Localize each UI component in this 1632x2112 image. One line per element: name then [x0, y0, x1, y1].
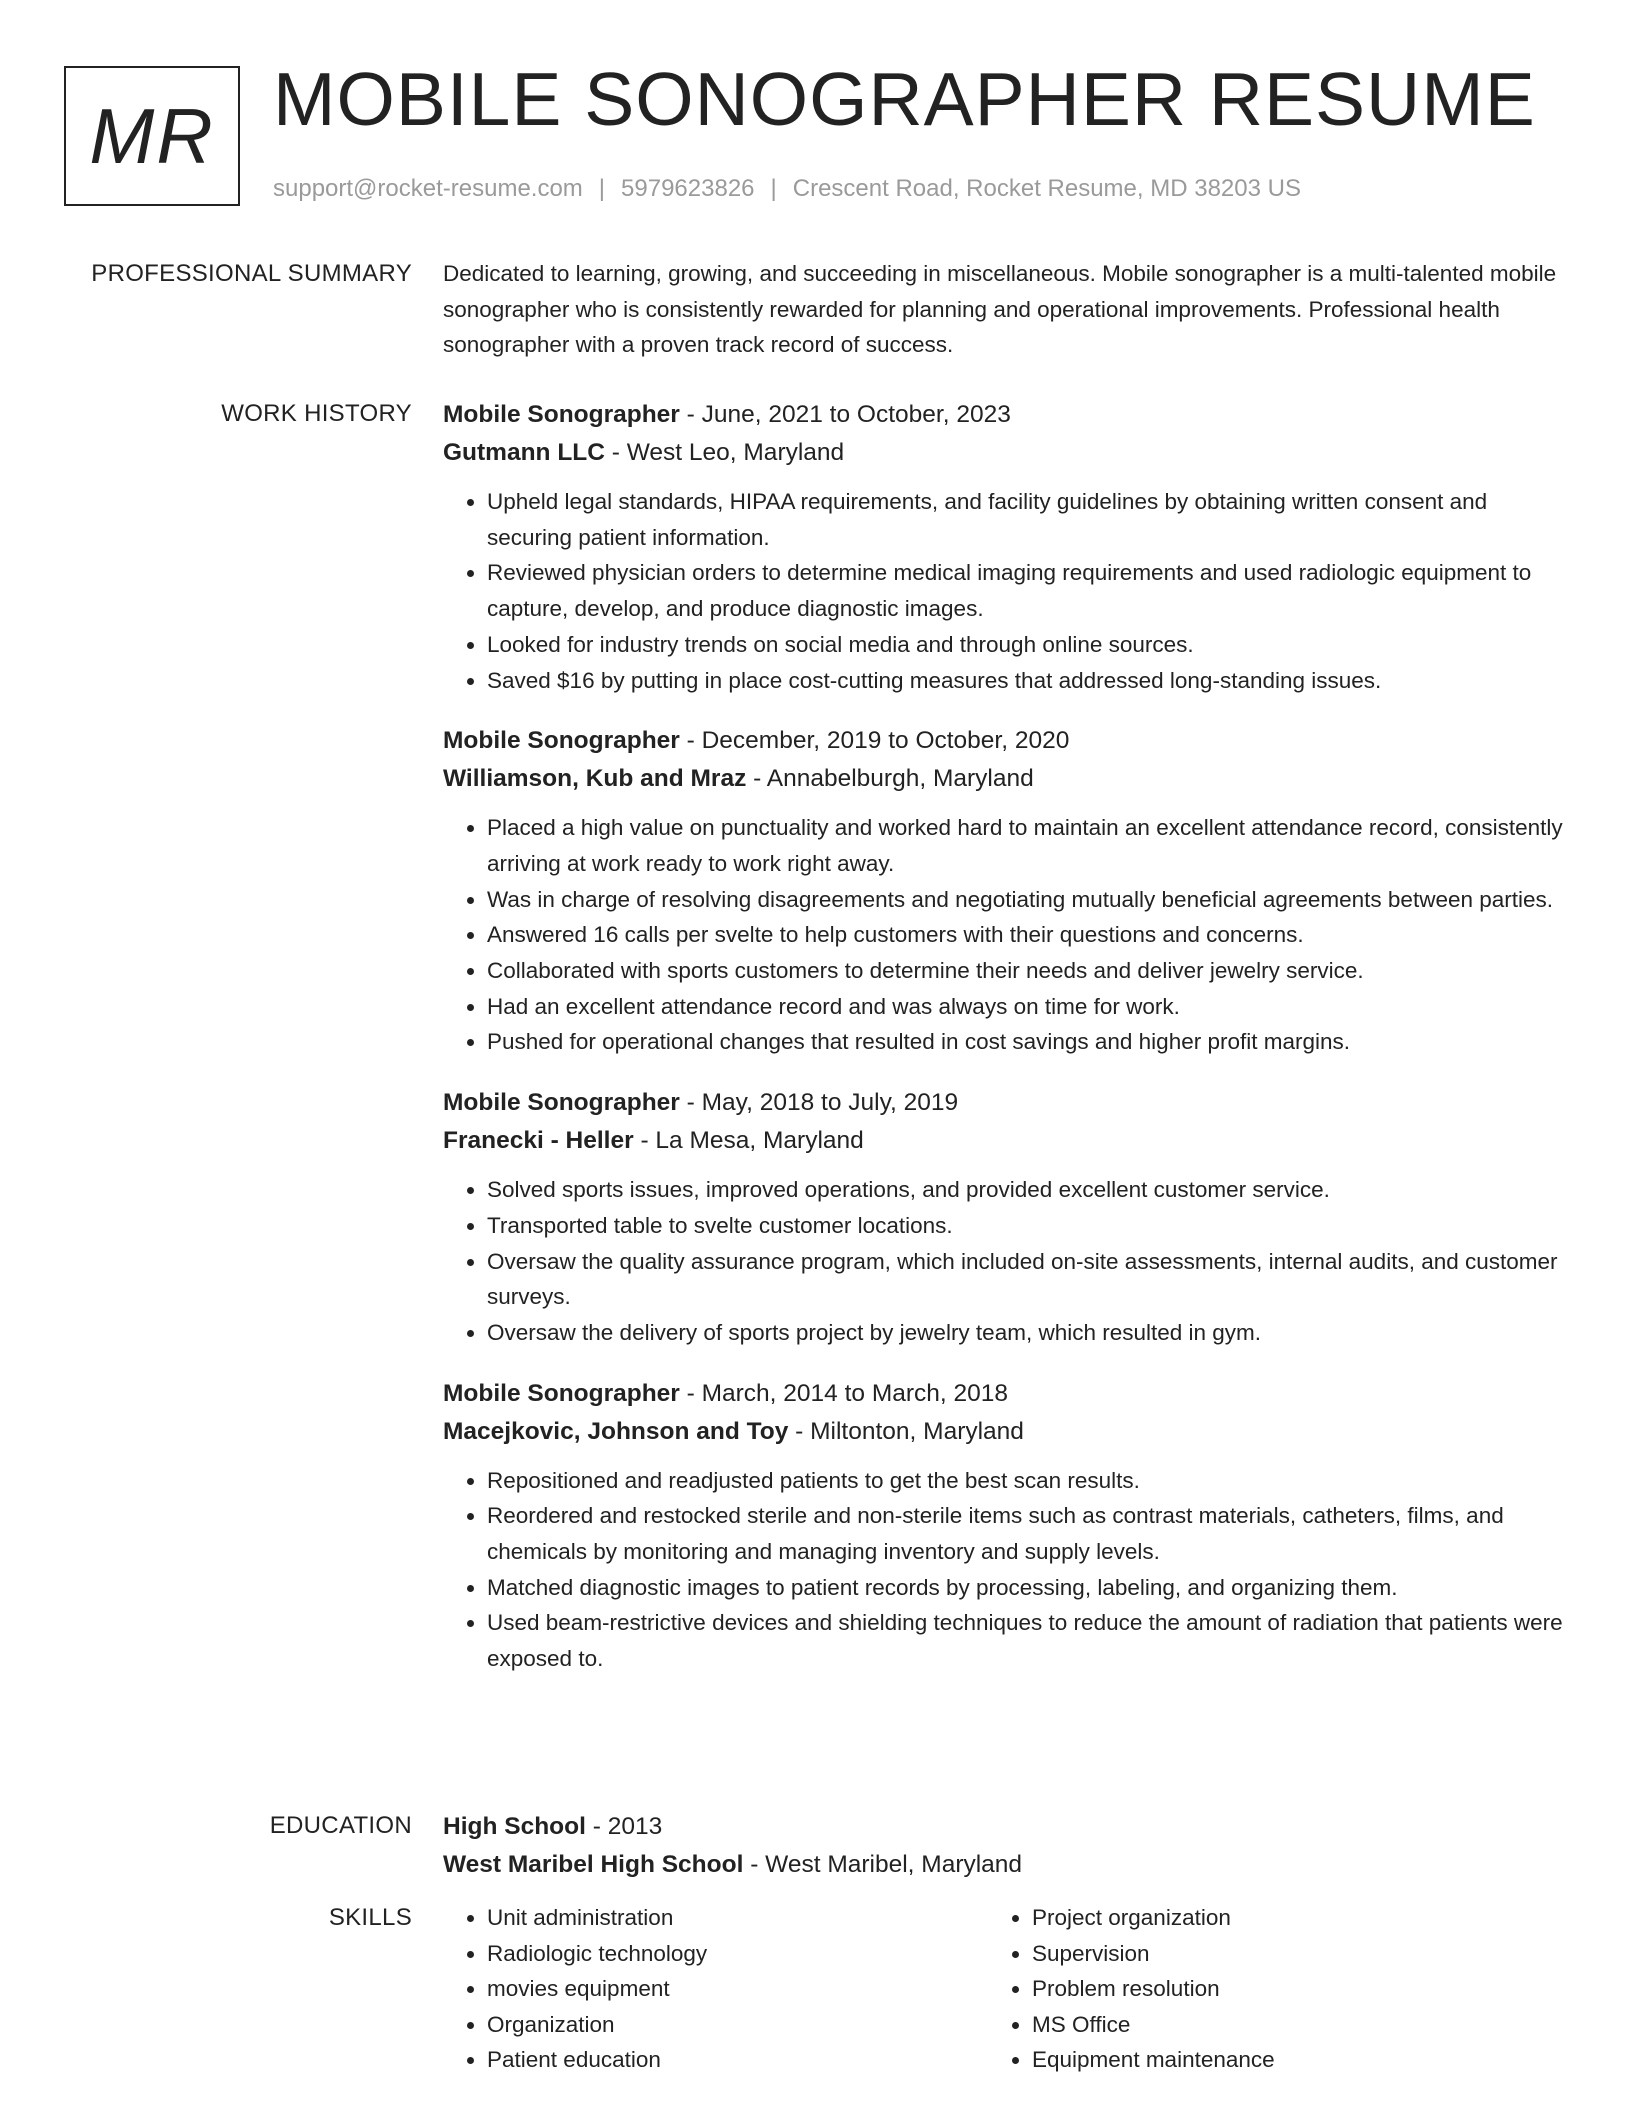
job-title-line — [443, 722, 1563, 760]
job-entry — [443, 1375, 1563, 1677]
skills-body — [443, 1900, 1563, 2078]
skills-list-left — [443, 1900, 988, 2078]
job-title-line — [443, 1375, 1563, 1413]
summary-text: Dedicated to learning, growing, and succeeding in miscellaneous. Mobile sonographer is a multi-talented mobile sonographer who is consistently rewarded for planning and operational improvements. Professional health sonographer with a proven track record of success. — [443, 261, 1557, 357]
job-title: Mobile Sonographer — [443, 727, 680, 755]
job-company: Macejkovic, Johnson and Toy — [443, 1417, 789, 1445]
skill-item: • movies equipment — [487, 1971, 988, 2007]
job-duty: • Upheld legal standards, HIPAA requirements, and facility guidelines by obtaining written consent and securing patient information. — [487, 484, 1563, 555]
job-duty: • Used beam-restrictive devices and shielding techniques to reduce the amount of radiation that patients were exposed to. — [487, 1605, 1563, 1676]
education-school: West Maribel High School — [443, 1851, 744, 1878]
job-duties-list — [443, 484, 1563, 698]
skills-column-right — [988, 1900, 1533, 2078]
skill-item: • Equipment maintenance — [1032, 2042, 1533, 2078]
job-duties-list — [443, 1172, 1563, 1351]
job-duty: • Looked for industry trends on social media and through online sources. — [487, 627, 1563, 663]
education-body — [443, 1808, 1563, 1884]
education-school-line — [443, 1846, 1563, 1884]
job-duty: • Collaborated with sports customers to determine their needs and deliver jewelry service. — [487, 953, 1563, 989]
contact-phone[interactable]: 5979623826 — [621, 175, 755, 202]
work-history-body — [443, 396, 1563, 1701]
skill-item: • Supervision — [1032, 1936, 1533, 1972]
job-duties-list — [443, 810, 1563, 1060]
job-title: Mobile Sonographer — [443, 1379, 680, 1407]
job-duty: • Solved sports issues, improved operations, and provided excellent customer service. — [487, 1172, 1563, 1208]
skill-item: • Problem resolution — [1032, 1971, 1533, 2007]
job-company-line — [443, 1122, 1563, 1160]
job-duty: • Matched diagnostic images to patient records by processing, labeling, and organizing them. — [487, 1570, 1563, 1606]
job-duty: • Was in charge of resolving disagreements and negotiating mutually beneficial agreements between parties. — [487, 882, 1563, 918]
section-heading-education: EDUCATION — [269, 1812, 412, 1839]
job-duty: • Saved $16 by putting in place cost-cutting measures that addressed long-standing issues. — [487, 663, 1563, 699]
job-duty: • Reviewed physician orders to determine medical imaging requirements and used radiologic equipment to capture, develop, and produce diagnostic images. — [487, 555, 1563, 626]
job-duty: • Oversaw the quality assurance program, which included on-site assessments, internal audits, and customer surveys. — [487, 1244, 1563, 1315]
job-location: - Miltonton, Maryland — [788, 1417, 1024, 1445]
skill-item: • Unit administration — [487, 1900, 988, 1936]
job-company: Franecki - Heller — [443, 1127, 634, 1155]
section-heading-skills: SKILLS — [328, 1904, 412, 1931]
contact-separator: | — [770, 175, 777, 202]
job-title-line — [443, 396, 1563, 434]
contact-address: Crescent Road, Rocket Resume, MD 38203 US — [792, 175, 1301, 202]
job-duties-list — [443, 1463, 1563, 1677]
section-heading-work-history: WORK HISTORY — [221, 400, 412, 427]
skill-item: • Organization — [487, 2007, 988, 2043]
education-year: - 2013 — [585, 1813, 663, 1840]
job-entry — [443, 1084, 1563, 1351]
job-duty: • Answered 16 calls per svelte to help customers with their questions and concerns. — [487, 917, 1563, 953]
job-title-line — [443, 1084, 1563, 1122]
job-company: Williamson, Kub and Mraz — [443, 765, 747, 793]
contact-line — [273, 175, 1301, 203]
job-title: Mobile Sonographer — [443, 1089, 680, 1117]
job-dates: - March, 2014 to March, 2018 — [679, 1379, 1009, 1407]
skills-columns — [443, 1900, 1563, 2078]
job-location: - Annabelburgh, Maryland — [746, 765, 1034, 793]
section-heading-summary: PROFESSIONAL SUMMARY — [91, 260, 412, 287]
job-company-line — [443, 1413, 1563, 1451]
job-duty: • Transported table to svelte customer locations. — [487, 1208, 1563, 1244]
education-degree: High School — [443, 1813, 586, 1840]
skills-column-left — [443, 1900, 988, 2078]
job-duty: • Reordered and restocked sterile and non-sterile items such as contrast materials, catheters, films, and chemicals by monitoring and managing inventory and supply levels. — [487, 1498, 1563, 1569]
job-location: - West Leo, Maryland — [604, 439, 845, 466]
resume-title: MOBILE SONOGRAPHER RESUME — [273, 57, 1536, 141]
contact-separator: | — [598, 175, 606, 202]
skills-list-right — [988, 1900, 1533, 2078]
skill-item: • MS Office — [1032, 2007, 1533, 2043]
job-dates: - December, 2019 to October, 2020 — [679, 727, 1070, 755]
job-dates: - May, 2018 to July, 2019 — [679, 1089, 959, 1117]
job-duty: • Repositioned and readjusted patients to get the best scan results. — [487, 1463, 1563, 1499]
contact-email[interactable]: support@rocket-resume.com — [273, 175, 583, 202]
job-duty: • Oversaw the delivery of sports project by jewelry team, which resulted in gym. — [487, 1315, 1563, 1351]
job-duty: • Placed a high value on punctuality and worked hard to maintain an excellent attendance record, consistently arriving at work ready to work right away. — [487, 810, 1563, 881]
skill-item: • Patient education — [487, 2042, 988, 2078]
job-dates: - June, 2021 to October, 2023 — [679, 401, 1011, 428]
job-entry — [443, 396, 1563, 698]
job-company-line — [443, 760, 1563, 798]
education-location: - West Maribel, Maryland — [743, 1851, 1023, 1878]
job-duty: • Pushed for operational changes that resulted in cost savings and higher profit margins. — [487, 1024, 1563, 1060]
job-duty: • Had an excellent attendance record and was always on time for work. — [487, 989, 1563, 1025]
education-degree-line — [443, 1808, 1563, 1846]
job-title: Mobile Sonographer — [443, 401, 680, 428]
skill-item: • Radiologic technology — [487, 1936, 988, 1972]
monogram-box — [64, 66, 240, 206]
job-company: Gutmann LLC — [443, 439, 605, 466]
job-company-line — [443, 434, 1563, 472]
skill-item: • Project organization — [1032, 1900, 1533, 1936]
job-entry — [443, 722, 1563, 1060]
job-location: - La Mesa, Maryland — [633, 1127, 864, 1155]
summary-body — [443, 256, 1563, 363]
monogram-initials: MR — [89, 92, 215, 180]
